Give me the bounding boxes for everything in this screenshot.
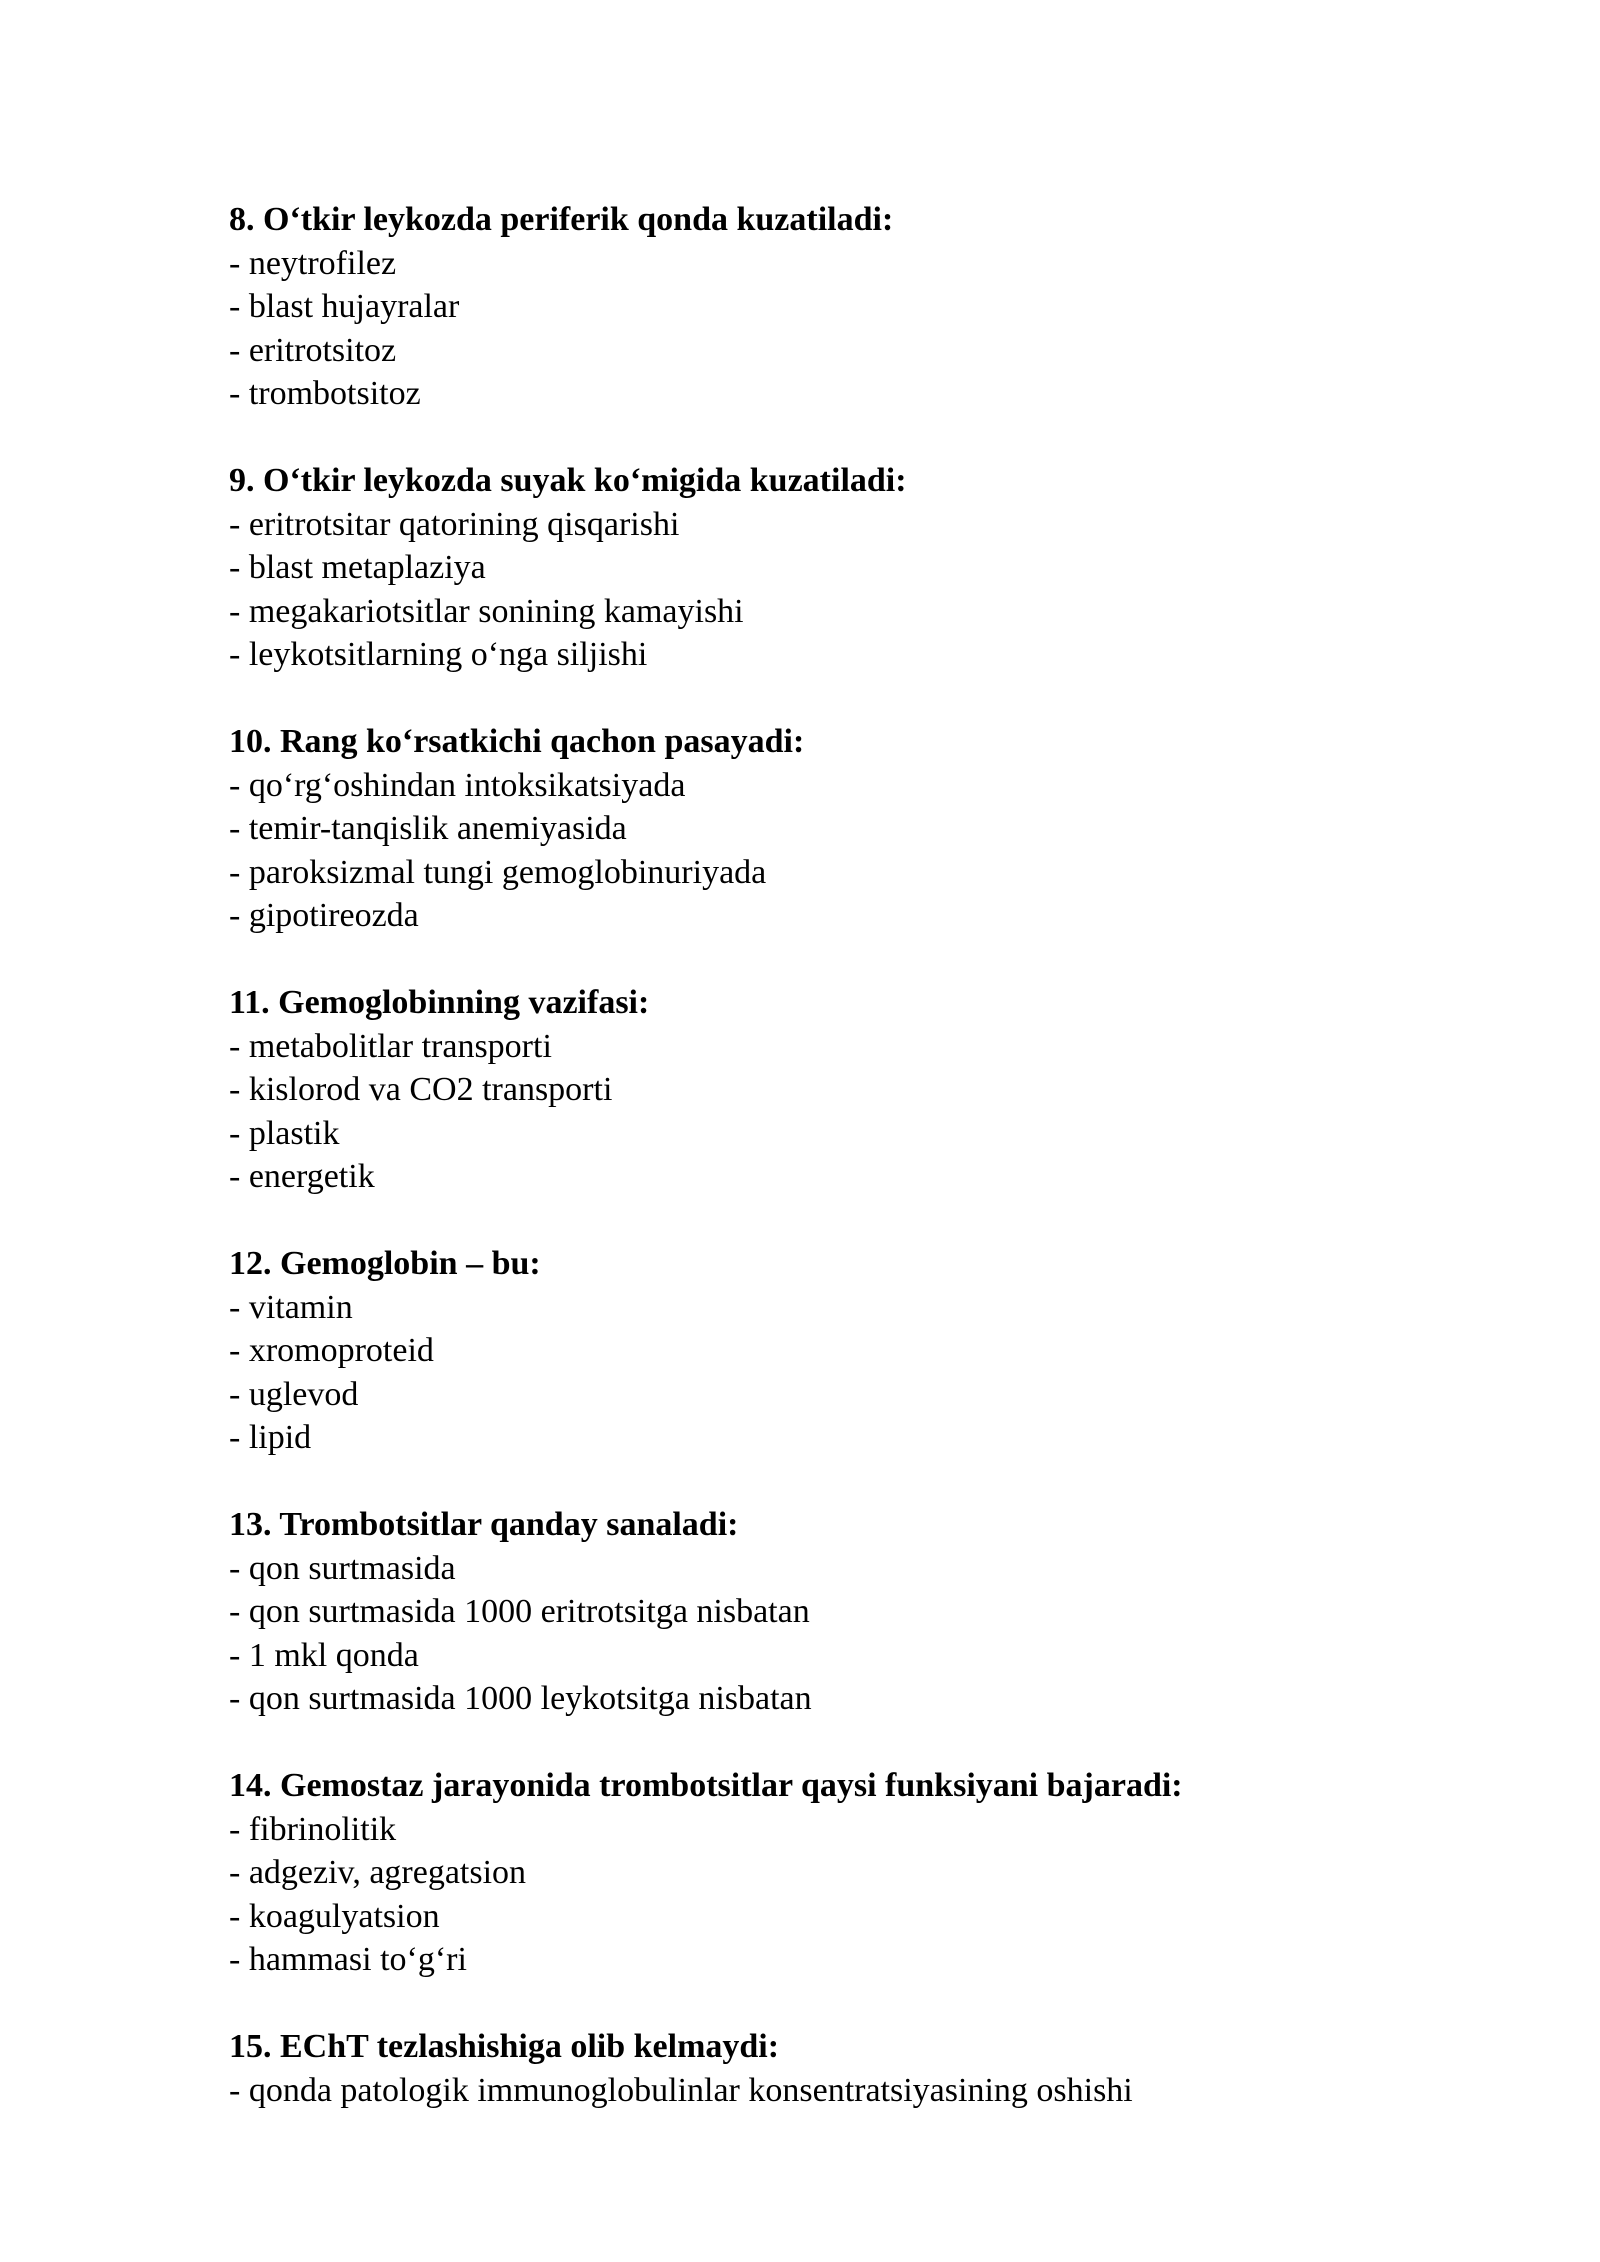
question-title: 9. O‘tkir leykozda suyak ko‘migida kuzatiladi: bbox=[229, 462, 907, 499]
question-title: 11. Gemoglobinning vazifasi: bbox=[229, 984, 650, 1021]
answer-option: - blast metaplaziya bbox=[229, 549, 486, 586]
answer-option: - qonda patologik immunoglobulinlar konsentratsiyasining oshishi bbox=[229, 2071, 1133, 2109]
question-title: 10. Rang ko‘rsatkichi qachon pasayadi: bbox=[229, 723, 805, 760]
answer-option: - fibrinolitik bbox=[229, 1810, 397, 1848]
answer-option: - uglevod bbox=[229, 1375, 359, 1413]
answer-option: - kislorod va CO2 transporti bbox=[229, 1071, 613, 1108]
question-title: 8. O‘tkir leykozda periferik qonda kuzatiladi: bbox=[229, 201, 894, 238]
answer-option: - vitamin bbox=[229, 1288, 353, 1326]
answer-option: - trombotsitoz bbox=[229, 375, 421, 412]
answer-option: - qon surtmasida 1000 leykotsitga nisbatan bbox=[229, 1680, 812, 1717]
answer-option: - plastik bbox=[229, 1114, 340, 1152]
question-13 bbox=[229, 1503, 1429, 1721]
answer-option: - paroksizmal tungi gemoglobinuriyada bbox=[229, 853, 767, 891]
answer-option: - qon surtmasida 1000 eritrotsitga nisbatan bbox=[229, 1593, 810, 1630]
answer-option: - lipid bbox=[229, 1419, 312, 1456]
answer-option: - gipotireozda bbox=[229, 897, 419, 934]
answer-option: - hammasi to‘g‘ri bbox=[229, 1941, 467, 1978]
answer-option: - xromoproteid bbox=[229, 1332, 434, 1369]
answer-option: - eritrotsitoz bbox=[229, 331, 397, 369]
answer-option: - temir-tanqislik anemiyasida bbox=[229, 810, 627, 847]
answer-option: - neytrofilez bbox=[229, 244, 397, 282]
answer-option: - qon surtmasida bbox=[229, 1549, 456, 1587]
answer-option: - megakariotsitlar sonining kamayishi bbox=[229, 592, 744, 630]
question-9 bbox=[229, 459, 1429, 677]
answer-option: - adgeziv, agregatsion bbox=[229, 1854, 527, 1891]
question-list bbox=[229, 198, 1429, 2156]
answer-option: - 1 mkl qonda bbox=[229, 1636, 419, 1674]
answer-option: - blast hujayralar bbox=[229, 288, 460, 325]
question-12 bbox=[229, 1242, 1429, 1460]
question-11 bbox=[229, 981, 1429, 1199]
answer-option: - metabolitlar transporti bbox=[229, 1027, 552, 1065]
question-title: 14. Gemostaz jarayonida trombotsitlar qaysi funksiyani bajaradi: bbox=[229, 1767, 1183, 1804]
answer-option: - koagulyatsion bbox=[229, 1897, 440, 1935]
answer-option: - qo‘rg‘oshindan intoksikatsiyada bbox=[229, 766, 686, 804]
question-14 bbox=[229, 1764, 1429, 1982]
question-10 bbox=[229, 720, 1429, 938]
answer-option: - energetik bbox=[229, 1158, 375, 1195]
question-15 bbox=[229, 2025, 1429, 2112]
question-title: 12. Gemoglobin – bu: bbox=[229, 1245, 541, 1282]
question-title: 13. Trombotsitlar qanday sanaladi: bbox=[229, 1506, 739, 1543]
question-title: 15. EChT tezlashishiga olib kelmaydi: bbox=[229, 2028, 780, 2065]
answer-option: - eritrotsitar qatorining qisqarishi bbox=[229, 505, 680, 543]
answer-option: - leykotsitlarning o‘nga siljishi bbox=[229, 636, 648, 673]
question-8 bbox=[229, 198, 1429, 416]
